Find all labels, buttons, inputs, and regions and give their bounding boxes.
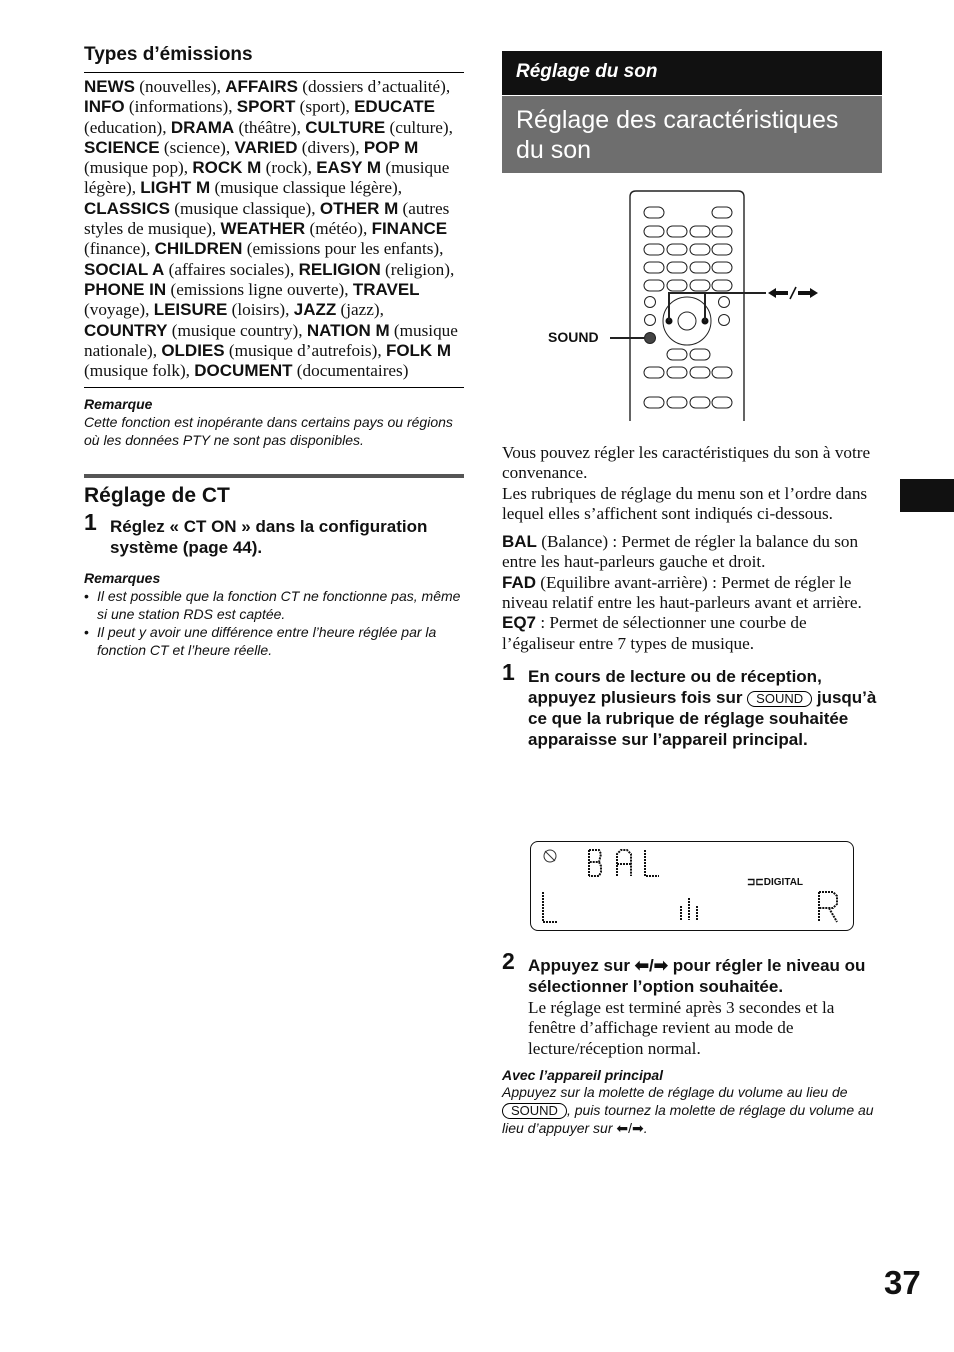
programme-type-desc: (nouvelles), — [135, 77, 226, 96]
programme-type-code: WEATHER — [220, 219, 306, 239]
sound-key-icon: SOUND — [747, 691, 812, 707]
programme-type-desc: (musique classique), — [169, 198, 320, 218]
programme-type-code: SCIENCE — [84, 137, 160, 157]
programme-type-code: DOCUMENT — [194, 361, 293, 381]
programme-type-code: VARIED — [234, 137, 298, 157]
left-right-arrow-icon: ⬅/➡ — [616, 1119, 644, 1136]
programme-type-code: OTHER M — [319, 198, 399, 218]
step-text: Réglez « CT ON » dans la configuration système (page 44). — [110, 517, 428, 558]
left-right-arrow-icon: ⬅/➡ — [634, 956, 668, 975]
remarks-list — [84, 587, 464, 659]
ct-heading: Réglage de CT — [84, 484, 230, 508]
programme-type-desc: (finance), — [84, 239, 155, 259]
note-title: Avec l’appareil principal — [502, 1066, 664, 1083]
programme-type-code: NEWS — [84, 77, 135, 96]
page-number: 37 — [884, 1264, 921, 1301]
programme-type-desc: (météo), — [305, 219, 372, 239]
left-column — [84, 44, 464, 659]
left-right-arrow-icon — [768, 287, 818, 299]
fad-description — [502, 573, 882, 614]
programme-type-desc: (musique pop), — [84, 158, 193, 178]
bal-description — [502, 532, 882, 573]
programme-type-code: TRAVEL — [352, 279, 420, 299]
step-number: 1 — [502, 658, 515, 685]
programme-type-desc: (emissions ligne ouverte), — [166, 279, 353, 299]
digital-label: DIGITAL — [763, 877, 804, 888]
note-text-part: Appuyez sur la molette de réglage du volume au lieu de — [502, 1083, 848, 1100]
programme-type-code: FINANCE — [371, 219, 448, 239]
programme-type-desc: (education), — [84, 117, 171, 137]
remarks-title: Remarques — [84, 570, 161, 587]
programme-type-desc: (musique country), — [167, 320, 307, 340]
divider — [84, 72, 464, 73]
section-label: Réglage du son — [516, 61, 658, 82]
bal-text: (Balance) : Permet de régler la balance du son entre les haut-parleurs gauche et droit. — [502, 532, 859, 572]
programme-type-code: PHONE IN — [84, 279, 167, 299]
step-number: 1 — [84, 509, 97, 536]
sound-callout-label: SOUND — [548, 329, 599, 345]
programme-type-code: AFFAIRS — [225, 77, 298, 96]
section-header-bar — [502, 51, 882, 95]
fad-text: (Equilibre avant-arrière) : Permet de régler le niveau relatif entre les haut-parleurs avant et arrière. — [502, 572, 862, 613]
programme-type-code: FOLK M — [385, 340, 452, 360]
eq7-code: EQ7 — [502, 613, 537, 633]
eq7-text: : Permet de sélectionner une courbe de l’égaliseur entre 7 types de musique. — [502, 613, 807, 653]
programme-type-desc: (documentaires) — [292, 361, 409, 381]
sound-step-2 — [502, 948, 882, 997]
step-text: jusqu’à ce que la rubrique de réglage souhaitée apparaisse sur l’appareil principal. — [528, 687, 877, 749]
unit-display-figure — [530, 841, 854, 931]
programme-types-list — [84, 77, 464, 381]
programme-type-desc: (jazz), — [336, 300, 384, 320]
programme-type-code: EDUCATE — [354, 97, 435, 117]
programme-type-code: INFO — [84, 97, 125, 117]
programme-type-code: SPORT — [236, 97, 296, 117]
intro-paragraph: Vous pouvez régler les caractéristiques du son à votre convenance. — [502, 443, 871, 483]
divider — [84, 387, 464, 388]
programme-type-code: CHILDREN — [154, 239, 243, 259]
programme-type-desc: (sport), — [295, 97, 355, 117]
programme-type-desc: (dossiers d’actualité), — [297, 77, 451, 96]
programme-type-desc: (informations), — [124, 97, 237, 117]
step-text: Appuyez sur — [528, 956, 635, 975]
note-text — [502, 1083, 882, 1137]
programme-type-code: LEISURE — [153, 300, 228, 320]
programme-type-desc: (voyage), — [84, 300, 154, 320]
step-number: 2 — [502, 948, 515, 974]
step-text: pour régler le niveau ou sélectionner l’option souhaitée. — [528, 956, 866, 996]
programme-type-code: RELIGION — [298, 259, 381, 279]
ct-step-1 — [84, 509, 464, 558]
sound-step-1 — [502, 658, 882, 750]
programme-type-code: NATION M — [306, 320, 390, 340]
programme-type-desc: (science), — [159, 137, 235, 157]
types-heading: Types d’émissions — [84, 44, 253, 65]
programme-type-desc: (musique folk), — [84, 361, 195, 381]
programme-type-code: EASY M — [316, 158, 382, 178]
programme-type-code: ROCK M — [192, 158, 262, 178]
remark-text: Cette fonction est inopérante dans certains pays ou régions où les données PTY ne sont pas disponibles. — [84, 414, 453, 449]
step-text: En cours de lecture ou de réception, appuyez plusieurs fois sur — [528, 666, 822, 707]
programme-type-desc: (musique légère), — [84, 158, 450, 198]
programme-type-desc: (affaires sociales), — [164, 259, 299, 279]
section-rule — [84, 474, 464, 478]
programme-type-code: LIGHT M — [140, 178, 211, 198]
programme-type-desc: (musique classique légère), — [210, 178, 403, 198]
programme-type-code: JAZZ — [293, 300, 337, 320]
fad-code: FAD — [502, 572, 536, 592]
chapter-tab — [900, 479, 954, 512]
programme-type-code: OLDIES — [161, 340, 225, 360]
note-text-part: , puis tournez la molette de réglage du volume au lieu d’appuyer sur — [502, 1101, 874, 1136]
programme-type-code: DRAMA — [170, 117, 235, 137]
programme-type-code: CLASSICS — [84, 198, 170, 218]
programme-type-desc: (rock), — [261, 158, 317, 178]
programme-type-desc: (emissions pour les enfants), — [242, 239, 444, 259]
sound-key-icon: SOUND — [502, 1103, 567, 1119]
remark-item: • Il est possible que la fonction CT ne fonctionne pas, même si une station RDS est captée. — [84, 587, 464, 623]
eq7-description — [502, 613, 882, 654]
programme-type-code: POP M — [363, 137, 419, 157]
remark-title: Remarque — [84, 396, 153, 413]
programme-type-desc: (religion), — [380, 259, 455, 279]
intro-paragraph: Les rubriques de réglage du menu son et l’ordre dans lequel elles s’affichent sont indiqués ci-dessous. — [502, 483, 868, 523]
note-text-part: . — [643, 1119, 648, 1136]
right-column — [502, 443, 882, 750]
remote-control-figure — [540, 185, 840, 421]
programme-type-desc: (divers), — [297, 137, 364, 157]
programme-type-desc: (théâtre), — [234, 117, 306, 137]
remark-item: • Il peut y avoir une différence entre l’heure réglée par la fonction CT et l’heure réelle. — [84, 623, 464, 659]
step-2-detail: Le réglage est terminé après 3 secondes et la fenêtre d’affichage revient au mode de lecture/réception normal. — [528, 998, 835, 1058]
right-column-lower — [502, 948, 882, 1137]
programme-type-desc: (musique d’autrefois), — [224, 340, 386, 360]
programme-type-code: CULTURE — [305, 117, 386, 137]
programme-type-desc: (musique nationale), — [84, 320, 458, 360]
programme-type-code: SOCIAL A — [84, 259, 165, 279]
bal-code: BAL — [502, 532, 537, 552]
programme-type-code: COUNTRY — [84, 320, 168, 340]
programme-type-desc: (loisirs), — [227, 300, 294, 320]
programme-type-desc: (autres styles de musique), — [84, 198, 450, 239]
page-title: Réglage des caractéristiques du son — [516, 106, 839, 164]
dolby-digital-indicator: ⊐⊏DIGITAL — [747, 877, 804, 888]
title-bar — [502, 96, 882, 173]
programme-type-desc: (culture), — [385, 117, 453, 137]
